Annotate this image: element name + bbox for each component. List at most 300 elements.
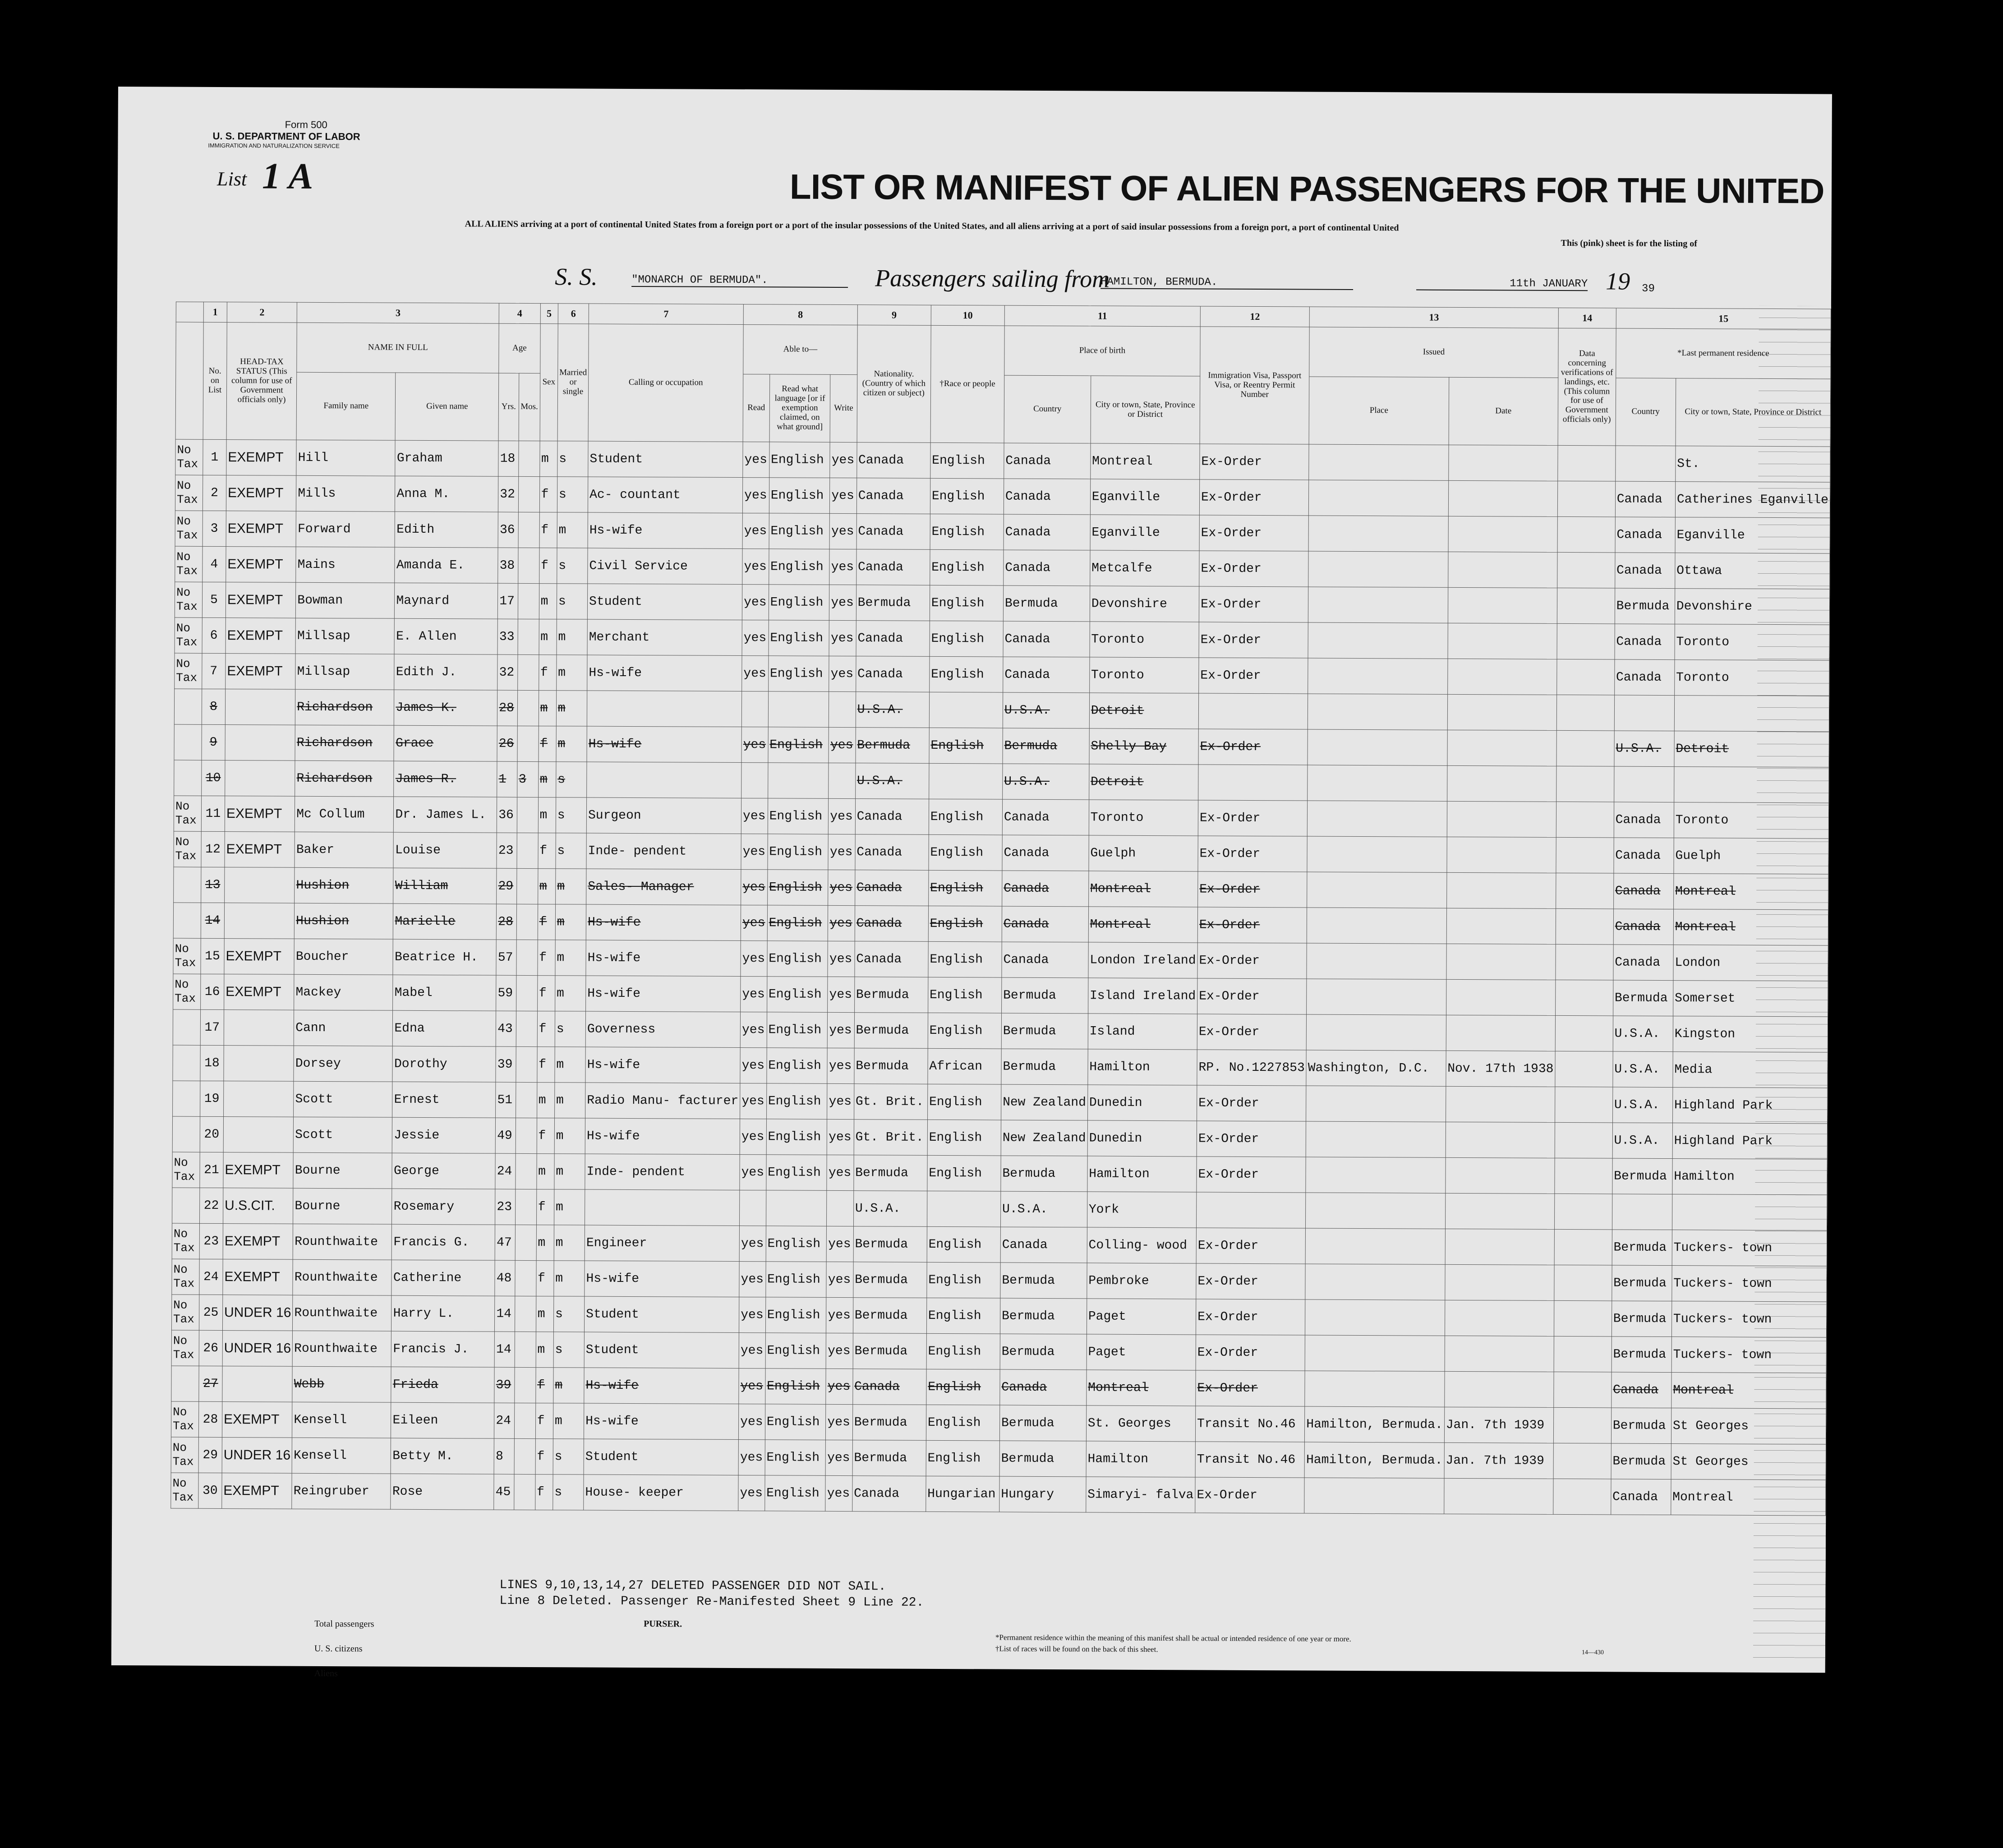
manifest-sheet	[111, 87, 1832, 1679]
cell-race: English	[927, 1120, 1001, 1156]
cell-bcity: Eganville	[1090, 515, 1200, 551]
cell-family: Webb	[292, 1366, 391, 1402]
list-label: List	[217, 167, 247, 190]
cell-visa: Ex-Order	[1196, 1263, 1306, 1300]
cell-rcountry	[1612, 1194, 1672, 1230]
year-suffix: 39	[1642, 282, 1655, 295]
cell-given: George	[392, 1153, 495, 1189]
ss-label: S. S.	[555, 263, 598, 290]
cell-tax: No Tax	[172, 1259, 199, 1295]
col-num-15: 15	[1616, 308, 1831, 329]
cell-iplace	[1305, 1264, 1445, 1300]
cell-occ: Civil Service	[588, 548, 742, 584]
cell-iplace	[1306, 1014, 1446, 1051]
cell-yrs: 32	[498, 476, 519, 512]
cell-no: 14	[201, 903, 224, 938]
cell-mos	[516, 1046, 537, 1082]
cell-bcity: Shelly Bay	[1089, 728, 1199, 765]
cell-no: 5	[202, 582, 226, 618]
cell-bcity: Devonshire	[1090, 586, 1199, 622]
cell-race	[927, 1191, 1000, 1227]
cell-iplace	[1307, 836, 1447, 872]
cell-nat: Canada	[856, 621, 930, 657]
cell-family: Hill	[296, 440, 396, 476]
cell-bcountry: Canada	[1004, 479, 1090, 515]
ship-name: "MONARCH OF BERMUDA".	[631, 274, 848, 288]
cell-no: 29	[198, 1437, 222, 1473]
cell-given: Ernest	[392, 1082, 496, 1118]
cell-bcountry: Canada	[1003, 657, 1090, 693]
cell-no: 15	[201, 938, 224, 974]
cell-nat: Canada	[856, 514, 930, 550]
cell-write: yes	[826, 1226, 853, 1262]
col-num-9: 9	[857, 305, 931, 326]
cell-rcity: Hamilton	[1672, 1159, 1828, 1195]
cell-rcity: Media	[1673, 1052, 1828, 1088]
passenger-rows	[171, 439, 1830, 1516]
cell-mos	[514, 1438, 535, 1474]
cell-mos	[517, 654, 539, 690]
cell-rcity	[1674, 696, 1829, 732]
cell-sex: f	[539, 548, 557, 584]
cell-idate	[1447, 694, 1557, 730]
cell-race: English	[930, 514, 1004, 550]
cell-idate	[1447, 765, 1556, 802]
cell-ms: m	[554, 1261, 585, 1296]
cell-tax: No Tax	[175, 511, 203, 546]
cell-iplace	[1309, 480, 1449, 516]
cell-tax	[174, 760, 202, 796]
cell-nat: Bermuda	[856, 585, 930, 621]
cell-lang	[768, 691, 829, 728]
cell-lang: English	[767, 1048, 828, 1084]
cell-mos	[515, 1332, 536, 1367]
cell-lang: English	[768, 727, 829, 763]
cell-family: Rounthwaite	[293, 1224, 392, 1260]
cell-write: yes	[830, 442, 857, 478]
cell-read: yes	[741, 941, 767, 977]
cell-lang: English	[765, 1440, 826, 1476]
cell-visa: Ex-Order	[1200, 444, 1309, 480]
cell-read: yes	[742, 549, 769, 585]
cell-rcountry: U.S.A.	[1613, 1016, 1673, 1052]
cell-lang: English	[769, 585, 829, 621]
cell-bcity: Toronto	[1089, 800, 1198, 836]
cell-occ: Hs-wife	[585, 1047, 740, 1083]
cell-race: English	[926, 1369, 1000, 1405]
cell-occ: Hs-wife	[584, 1368, 739, 1404]
cell-nat: Canada	[856, 549, 930, 585]
cell-write: yes	[826, 1262, 853, 1297]
cell-lang: English	[768, 798, 829, 834]
cell-lang: English	[768, 656, 829, 692]
cell-read: yes	[739, 1333, 765, 1369]
cell-bcountry: U.S.A.	[1003, 764, 1089, 800]
cell-visa: Ex-Order	[1197, 907, 1307, 943]
cell-occ: Hs-wife	[584, 1403, 738, 1439]
cell-mos	[515, 1225, 536, 1260]
cell-bcity: Metcalfe	[1090, 550, 1199, 586]
cell-sex: m	[538, 762, 556, 797]
cell-iplace	[1304, 1478, 1444, 1514]
cell-rcity: Detroit	[1674, 731, 1829, 767]
cell-read: yes	[741, 977, 767, 1012]
cell-yrs: 51	[496, 1082, 516, 1118]
deleted-lines-note: LINES 9,10,13,14,27 DELETED PASSENGER DID NOT SAIL.	[499, 1578, 886, 1594]
list-number: 1 A	[262, 155, 313, 197]
header-race: †Race or people	[930, 325, 1004, 443]
cell-no: 19	[200, 1081, 223, 1116]
cell-visa	[1198, 693, 1308, 729]
header-residence-city: City or town, State, Province or District	[1676, 378, 1831, 447]
cell-race: English	[927, 1084, 1001, 1120]
cell-occ	[585, 1189, 740, 1226]
cell-bcountry: U.S.A.	[1003, 692, 1089, 728]
cell-rcountry	[1614, 766, 1674, 802]
cell-ms: m	[556, 726, 587, 762]
cell-iplace	[1305, 1335, 1445, 1371]
departure-date: 11th JANUARY	[1416, 277, 1588, 291]
cell-iplace: Washington, D.C.	[1306, 1050, 1446, 1086]
cell-bcity: Montreal	[1088, 871, 1198, 907]
cell-iplace	[1306, 1193, 1446, 1229]
cell-race: English	[929, 656, 1003, 692]
cell-verification	[1557, 659, 1615, 695]
cell-read: yes	[740, 1012, 767, 1048]
cell-yrs: 28	[497, 690, 518, 726]
cell-nat: Bermuda	[854, 1048, 928, 1084]
cell-iplace	[1308, 658, 1448, 694]
cell-verification	[1557, 623, 1615, 659]
cell-rcity: St Georges	[1671, 1408, 1826, 1444]
cell-rcountry: Canada	[1614, 802, 1674, 838]
cell-bcountry: Canada	[1004, 514, 1090, 550]
cell-family: Mains	[296, 547, 395, 583]
cell-rcountry: Canada	[1615, 481, 1675, 517]
cell-tax: No Tax	[175, 582, 202, 618]
cell-sex: f	[537, 1118, 555, 1154]
cell-read: yes	[740, 1048, 767, 1083]
cell-given: Francis G.	[392, 1224, 495, 1260]
cell-tax: No Tax	[171, 1401, 198, 1437]
cell-lang: English	[764, 1475, 825, 1512]
cell-status: EXEMPT	[222, 1473, 292, 1509]
cell-write: yes	[828, 977, 855, 1012]
cell-race: English	[930, 442, 1004, 479]
cell-no: 10	[202, 760, 225, 796]
cell-read: yes	[739, 1297, 766, 1333]
cell-iplace	[1308, 622, 1448, 659]
cell-bcountry: Bermuda	[1001, 977, 1088, 1014]
cell-ms: s	[557, 584, 588, 619]
cell-no: 18	[200, 1045, 224, 1081]
cell-iplace	[1307, 979, 1446, 1015]
cell-verification	[1556, 802, 1614, 838]
cell-lang	[768, 763, 829, 799]
cell-write: yes	[829, 620, 856, 656]
cell-verification	[1554, 1336, 1612, 1372]
cell-tax	[172, 1116, 200, 1152]
cell-given: Edith	[395, 512, 498, 548]
cell-verification	[1553, 1479, 1611, 1515]
cell-race: English	[929, 728, 1003, 764]
cell-race: English	[928, 977, 1001, 1013]
binder-hole	[1948, 681, 1971, 705]
cell-mos	[518, 619, 539, 654]
binder-hole	[1948, 1507, 1971, 1530]
cell-verification	[1553, 1443, 1611, 1479]
cell-ms: s	[556, 797, 587, 833]
col-num-8: 8	[743, 304, 857, 325]
cell-no: 6	[202, 618, 226, 653]
cell-occ: Ac- countant	[588, 477, 742, 513]
cell-rcountry: Canada	[1613, 909, 1673, 945]
cell-rcity: Eganville	[1675, 517, 1830, 553]
cell-bcountry: Canada	[1002, 799, 1089, 835]
cell-bcountry: Bermuda	[1003, 585, 1090, 622]
cell-idate	[1447, 837, 1556, 873]
binder-hole	[1948, 379, 1971, 402]
cell-occ: Student	[585, 1296, 739, 1332]
cell-given: Eileen	[391, 1402, 494, 1438]
cell-race: English	[927, 1155, 1001, 1191]
cell-nat: Canada	[855, 799, 929, 835]
cell-rcountry: Bermuda	[1613, 980, 1673, 1016]
cell-bcountry: Bermuda	[1001, 1049, 1088, 1085]
col-num-6: 6	[558, 304, 589, 324]
cell-mos	[516, 868, 538, 904]
cell-sex: f	[539, 477, 557, 512]
cell-idate	[1446, 979, 1556, 1015]
cell-no: 27	[199, 1366, 222, 1401]
cell-tax: No Tax	[172, 1152, 200, 1188]
cell-verification	[1554, 1194, 1612, 1230]
cell-sex: f	[537, 1047, 555, 1083]
residence-footnote: *Permanent residence within the meaning of this manifest shall be actual or intended residence of one year or more.	[995, 1633, 1351, 1643]
cell-iplace	[1305, 1371, 1445, 1407]
cell-occ: Hs-wife	[586, 904, 741, 940]
header-read-language: Read what language [or if exemption claimed, on what ground]	[769, 374, 830, 442]
cell-mos	[517, 690, 539, 726]
cell-given: Dr. James L.	[394, 797, 497, 833]
cell-read: yes	[739, 1226, 766, 1262]
cell-nat: Canada	[855, 870, 928, 906]
cell-lang: English	[769, 513, 830, 549]
header-age: Age	[499, 323, 540, 373]
cell-tax: No Tax	[173, 974, 201, 1009]
cell-sex: m	[536, 1296, 554, 1332]
cell-yrs: 28	[497, 904, 517, 940]
cell-write: yes	[829, 549, 856, 585]
cell-occ: Hs-wife	[585, 1261, 739, 1297]
cell-race: English	[927, 1226, 1000, 1263]
header-able-to: Able to—	[743, 325, 857, 375]
cell-lang: English	[767, 941, 828, 977]
cell-nat: Canada	[855, 906, 928, 942]
cell-rcity: Guelph	[1674, 838, 1829, 874]
header-last-residence: *Last permanent residence	[1616, 328, 1831, 379]
cell-family: Bourne	[293, 1188, 392, 1224]
cell-ms: m	[554, 1225, 585, 1261]
cell-ms: m	[553, 1368, 585, 1403]
cell-idate	[1448, 445, 1558, 481]
cell-tax	[172, 1188, 200, 1223]
cell-status: EXEMPT	[222, 1402, 292, 1438]
cell-race: African	[928, 1048, 1001, 1084]
cell-verification	[1555, 1158, 1612, 1194]
cell-iplace	[1308, 729, 1447, 765]
cell-visa: Ex-Order	[1196, 1370, 1305, 1406]
cell-ms: m	[557, 512, 588, 548]
col-num-7: 7	[589, 304, 743, 324]
cell-read: yes	[739, 1369, 765, 1404]
header-family-name: Family name	[296, 372, 396, 440]
cell-tax: No Tax	[172, 1223, 199, 1259]
cell-rcountry: Bermuda	[1611, 1443, 1671, 1479]
cell-family: Mills	[296, 475, 396, 512]
cell-sex: m	[536, 1225, 554, 1261]
cell-lang: English	[766, 1155, 827, 1191]
cell-visa: Ex-Order	[1196, 1299, 1305, 1335]
cell-mos	[514, 1403, 535, 1438]
cell-no: 4	[203, 546, 226, 582]
cell-verification	[1556, 873, 1614, 909]
header-birth-country: Country	[1004, 375, 1091, 443]
cell-read: yes	[739, 1404, 765, 1440]
cell-read: yes	[742, 585, 769, 620]
cell-yrs: 33	[497, 619, 518, 654]
cell-race: English	[926, 1333, 1000, 1369]
cell-bcountry: Bermuda	[1000, 1298, 1087, 1334]
header-no-on-list: No. on List	[203, 322, 227, 439]
cell-yrs: 1	[497, 761, 517, 797]
col-num-1: 1	[203, 302, 227, 322]
cell-yrs: 45	[494, 1474, 514, 1510]
cell-rcity: Tuckers- town	[1671, 1337, 1827, 1373]
cell-no: 8	[202, 689, 225, 724]
cell-mos	[515, 1189, 536, 1225]
cell-bcountry: Hungary	[999, 1476, 1086, 1512]
cell-iplace	[1309, 444, 1449, 480]
cell-iplace: Hamilton, Bermuda.	[1304, 1442, 1444, 1478]
header-name-in-full: NAME IN FULL	[297, 323, 499, 373]
cell-tax	[173, 1081, 200, 1116]
cell-verification	[1555, 1122, 1612, 1158]
cell-given: Beatrice H.	[393, 939, 496, 975]
cell-lang: English	[767, 905, 828, 941]
cell-no: 28	[198, 1401, 222, 1437]
cell-sex: f	[535, 1439, 553, 1475]
cell-status: EXEMPT	[226, 511, 296, 547]
cell-bcity: London Ireland	[1088, 942, 1198, 978]
cell-family: Rounthwaite	[293, 1259, 392, 1295]
cell-occ: Inde- pendent	[586, 833, 741, 869]
cell-ms: m	[555, 940, 586, 976]
cell-yrs: 26	[497, 726, 517, 761]
form-number: Form 500	[285, 119, 327, 131]
cell-occ: Radio Manu- facturer	[585, 1083, 740, 1119]
cell-no: 16	[200, 974, 224, 1009]
cell-write: yes	[826, 1404, 853, 1440]
cell-idate	[1447, 801, 1556, 837]
cell-verification	[1554, 1265, 1612, 1301]
cell-given: Rosemary	[392, 1189, 495, 1225]
cell-no: 25	[199, 1295, 222, 1330]
cell-mos	[518, 548, 539, 583]
cell-visa	[1198, 765, 1308, 801]
cell-bcountry: Bermuda	[1003, 728, 1089, 764]
cell-mos	[515, 1296, 536, 1332]
cell-sex: m	[539, 584, 557, 619]
cell-write: yes	[829, 798, 856, 834]
sailing-label: Passengers sailing from	[875, 264, 1110, 293]
cell-iplace	[1306, 1121, 1446, 1157]
cell-rcity: Montreal	[1671, 1373, 1827, 1409]
cell-yrs: 38	[498, 548, 518, 583]
cell-race: English	[926, 1440, 999, 1476]
cell-no: 22	[199, 1188, 223, 1223]
cell-occ: Merchant	[587, 619, 742, 655]
cell-occ: Student	[587, 584, 742, 620]
cell-bcountry: Bermuda	[1000, 1334, 1087, 1370]
cell-write	[829, 691, 856, 727]
cell-no: 30	[198, 1473, 222, 1508]
cell-given: Mabel	[393, 975, 496, 1011]
cell-bcountry: Bermuda	[1000, 1263, 1087, 1299]
cell-rcity: London	[1673, 945, 1828, 981]
cell-sex: m	[538, 797, 556, 833]
cell-iplace	[1308, 516, 1448, 552]
cell-idate	[1448, 480, 1558, 516]
cell-tax	[173, 1045, 200, 1081]
cell-sex: f	[539, 655, 557, 691]
cell-rcity: Devonshire	[1675, 589, 1830, 625]
cell-nat: Bermuda	[853, 1226, 927, 1263]
header-issued-place: Place	[1309, 377, 1449, 445]
cell-family: Hushion	[295, 903, 394, 939]
cell-idate	[1445, 1300, 1554, 1336]
header-given-name: Given name	[396, 373, 499, 441]
cell-sex: f	[537, 976, 555, 1011]
cell-yrs: 32	[497, 654, 518, 690]
cell-mos	[516, 1118, 537, 1153]
print-code: 14—430	[1581, 1649, 1604, 1656]
cell-bcountry: Bermuda	[1001, 1156, 1087, 1192]
cell-idate	[1446, 944, 1556, 980]
cell-sex: m	[536, 1332, 554, 1368]
cell-read: yes	[738, 1475, 765, 1511]
header-head-tax: HEAD-TAX STATUS (This column for use of Government officials only)	[226, 323, 297, 440]
cell-rcity: Tuckers- town	[1672, 1266, 1827, 1302]
cell-idate	[1445, 1264, 1554, 1300]
cell-rcountry: Bermuda	[1612, 1265, 1671, 1301]
cell-bcountry: Canada	[1004, 550, 1090, 586]
cell-yrs: 43	[496, 1011, 516, 1046]
cell-read: yes	[740, 1119, 766, 1155]
cell-status	[225, 760, 295, 797]
cell-nat: Canada	[855, 941, 928, 977]
cell-status: EXEMPT	[223, 1224, 293, 1260]
cell-mos	[516, 1082, 537, 1118]
binder-hole	[1948, 1164, 1971, 1187]
cell-lang: English	[769, 442, 830, 478]
cell-lang: English	[765, 1297, 826, 1333]
race-footnote: †List of races will be found on the back of this sheet.	[995, 1644, 1158, 1654]
cell-lang: English	[765, 1333, 826, 1369]
cell-write: yes	[828, 834, 855, 870]
cell-tax: No Tax	[174, 796, 201, 831]
cell-sex: f	[538, 904, 556, 940]
